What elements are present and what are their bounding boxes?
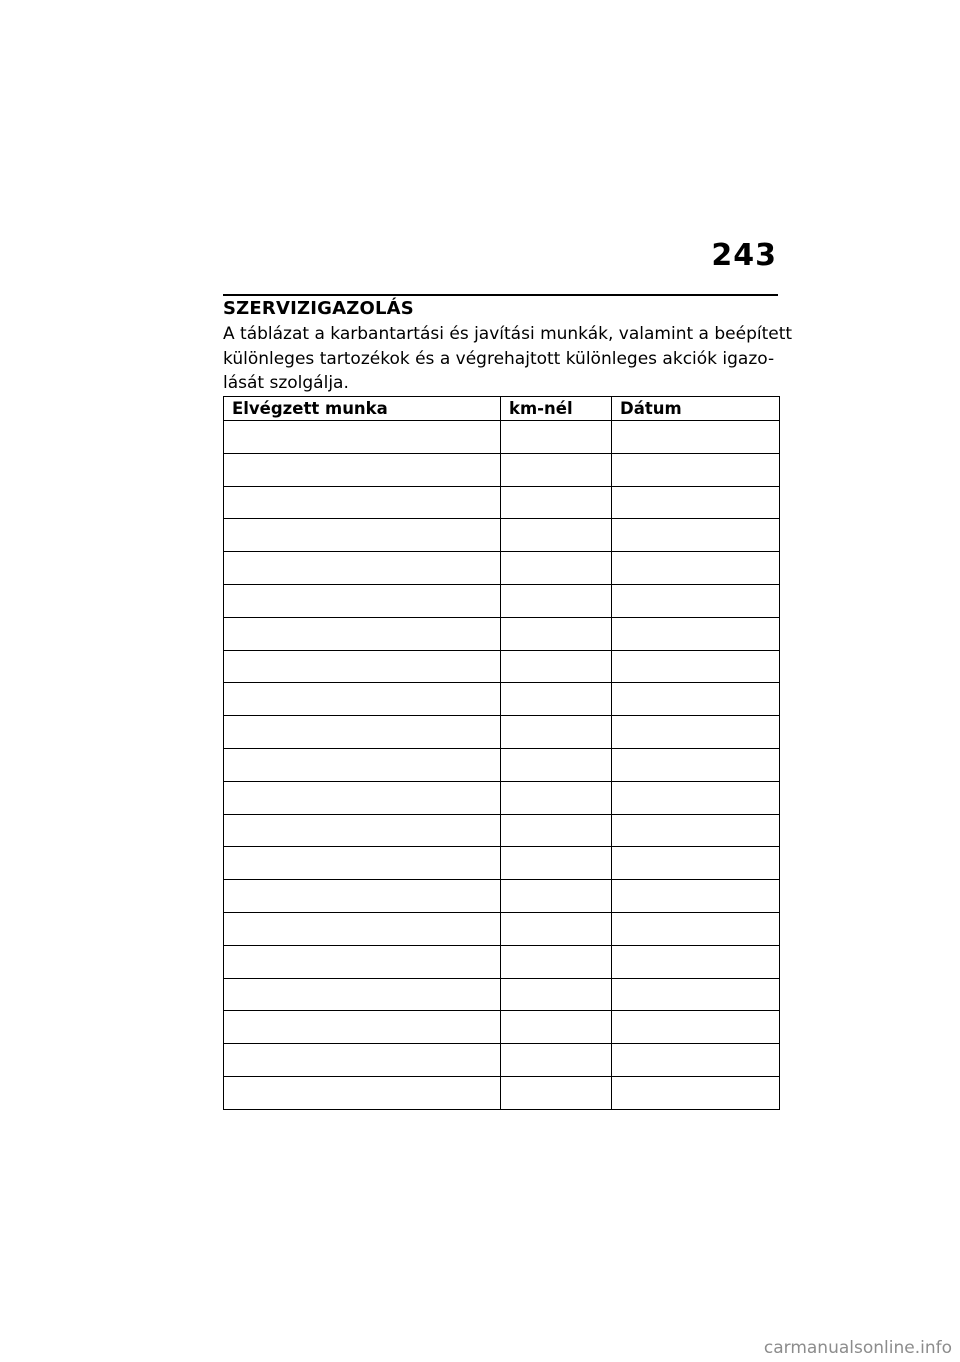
- header-date: Dátum: [612, 397, 780, 421]
- cell-mileage: [501, 912, 612, 945]
- cell-work-done: [224, 945, 501, 978]
- cell-date: [612, 1011, 780, 1044]
- table-body: [224, 421, 780, 1110]
- table-row: [224, 1011, 780, 1044]
- table-row: [224, 486, 780, 519]
- cell-date: [612, 683, 780, 716]
- cell-date: [612, 486, 780, 519]
- cell-date: [612, 748, 780, 781]
- section-title: SZERVIZIGAZOLÁS: [223, 298, 414, 319]
- cell-mileage: [501, 1011, 612, 1044]
- cell-work-done: [224, 453, 501, 486]
- cell-date: [612, 781, 780, 814]
- cell-work-done: [224, 1011, 501, 1044]
- cell-date: [612, 519, 780, 552]
- table-row: [224, 814, 780, 847]
- intro-line: A táblázat a karbantartási és javítási munkák, valamint a beépített: [223, 324, 793, 344]
- cell-mileage: [501, 978, 612, 1011]
- table-header-row: [224, 397, 780, 421]
- cell-work-done: [224, 421, 501, 454]
- cell-mileage: [501, 748, 612, 781]
- footer-watermark: carmanualsonline.info: [763, 1338, 952, 1358]
- intro-line: különleges tartozékok és a végrehajtott különleges akciók igazo-: [223, 348, 775, 369]
- page-number: 243: [711, 238, 777, 273]
- cell-mileage: [501, 1076, 612, 1109]
- cell-work-done: [224, 716, 501, 749]
- header-mileage: km-nél: [501, 397, 612, 421]
- cell-work-done: [224, 519, 501, 552]
- cell-work-done: [224, 486, 501, 519]
- cell-work-done: [224, 912, 501, 945]
- table-row: [224, 683, 780, 716]
- intro-line: lását szolgálja.: [223, 373, 349, 393]
- table-row: [224, 584, 780, 617]
- title-rule: [223, 294, 778, 296]
- table-row: [224, 1076, 780, 1109]
- table-row: [224, 453, 780, 486]
- table-row: [224, 978, 780, 1011]
- cell-mileage: [501, 421, 612, 454]
- cell-date: [612, 584, 780, 617]
- table-row: [224, 650, 780, 683]
- cell-mileage: [501, 617, 612, 650]
- cell-mileage: [501, 584, 612, 617]
- table-row: [224, 716, 780, 749]
- cell-work-done: [224, 683, 501, 716]
- table-row: [224, 912, 780, 945]
- table-row: [224, 847, 780, 880]
- cell-work-done: [224, 1044, 501, 1077]
- cell-date: [612, 1076, 780, 1109]
- cell-mileage: [501, 945, 612, 978]
- cell-date: [612, 1044, 780, 1077]
- cell-mileage: [501, 781, 612, 814]
- header-work-done: Elvégzett munka: [224, 397, 501, 421]
- cell-work-done: [224, 1076, 501, 1109]
- cell-mileage: [501, 683, 612, 716]
- table-row: [224, 748, 780, 781]
- table-row: [224, 1044, 780, 1077]
- cell-work-done: [224, 781, 501, 814]
- cell-work-done: [224, 617, 501, 650]
- cell-date: [612, 421, 780, 454]
- cell-date: [612, 978, 780, 1011]
- cell-date: [612, 453, 780, 486]
- cell-work-done: [224, 650, 501, 683]
- cell-work-done: [224, 880, 501, 913]
- intro-paragraph: [223, 322, 793, 396]
- cell-mileage: [501, 519, 612, 552]
- cell-date: [612, 552, 780, 585]
- cell-mileage: [501, 1044, 612, 1077]
- cell-date: [612, 945, 780, 978]
- cell-mileage: [501, 486, 612, 519]
- cell-mileage: [501, 880, 612, 913]
- cell-work-done: [224, 552, 501, 585]
- cell-work-done: [224, 748, 501, 781]
- cell-work-done: [224, 814, 501, 847]
- cell-work-done: [224, 847, 501, 880]
- table-row: [224, 945, 780, 978]
- cell-work-done: [224, 584, 501, 617]
- cell-mileage: [501, 453, 612, 486]
- cell-date: [612, 847, 780, 880]
- cell-mileage: [501, 814, 612, 847]
- cell-mileage: [501, 716, 612, 749]
- cell-date: [612, 880, 780, 913]
- cell-date: [612, 716, 780, 749]
- cell-date: [612, 912, 780, 945]
- table-row: [224, 552, 780, 585]
- table-row: [224, 519, 780, 552]
- table-row: [224, 617, 780, 650]
- cell-mileage: [501, 552, 612, 585]
- table-row: [224, 781, 780, 814]
- service-record-table: [223, 396, 780, 1110]
- cell-mileage: [501, 847, 612, 880]
- cell-date: [612, 650, 780, 683]
- cell-work-done: [224, 978, 501, 1011]
- table-row: [224, 880, 780, 913]
- cell-date: [612, 814, 780, 847]
- cell-mileage: [501, 650, 612, 683]
- table-row: [224, 421, 780, 454]
- cell-date: [612, 617, 780, 650]
